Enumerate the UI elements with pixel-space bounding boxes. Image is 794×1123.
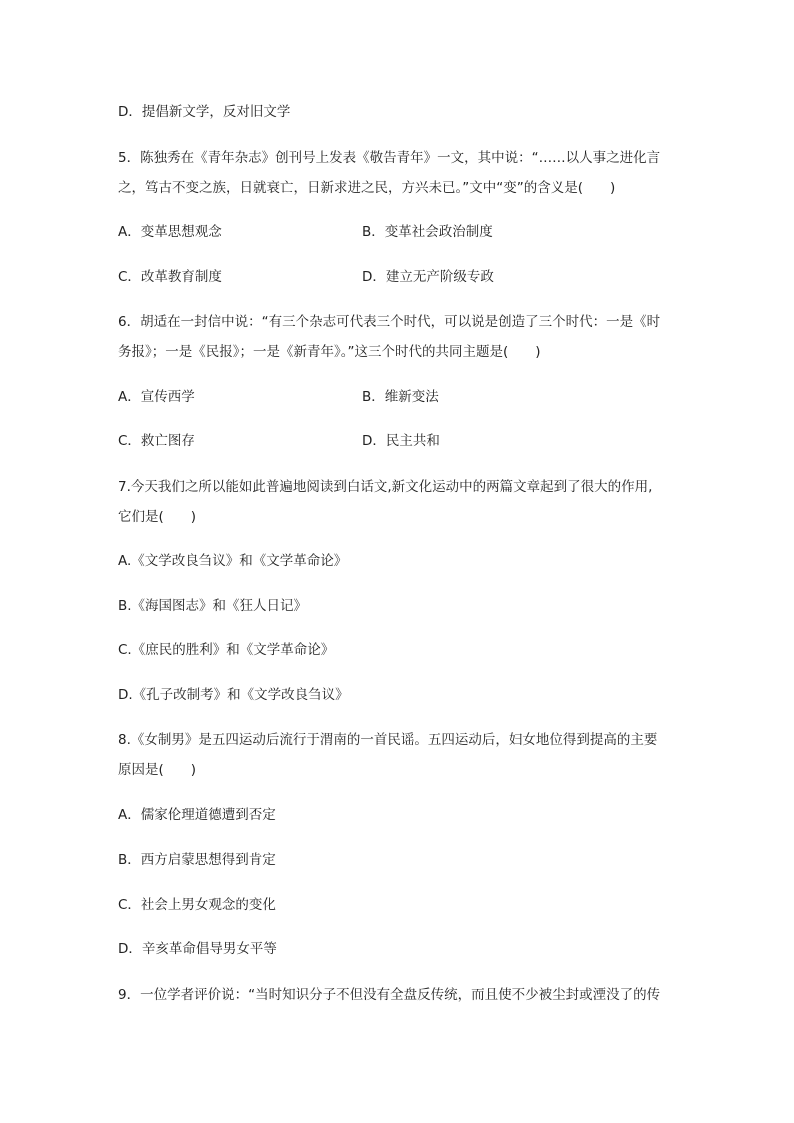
q7-option-c[interactable]: C.《庶民的胜利》和《文学革命论》 xyxy=(118,642,335,658)
q5-option-b[interactable]: B．变革社会政治制度 xyxy=(362,224,493,240)
q6-option-row-1 xyxy=(118,387,698,407)
q8-option-b[interactable]: B．西方启蒙思想得到肯定 xyxy=(118,852,276,868)
q6-option-row-2 xyxy=(118,431,698,451)
q5-stem-line-2: 之，笃古不变之族，日就衰亡，日新求进之民，方兴未已。”文中“变”的含义是( ) xyxy=(118,180,616,196)
q4-option-d[interactable]: D．提倡新文学，反对旧文学 xyxy=(118,104,291,120)
q9-stem-line-1: 9．一位学者评价说：“当时知识分子不但没有全盘反传统，而且使不少被尘封或湮没了的传 xyxy=(118,987,661,1003)
q5-option-d[interactable]: D．建立无产阶级专政 xyxy=(362,269,494,285)
q5-stem-line-1: 5．陈独秀在《青年杂志》创刊号上发表《敬告青年》一文，其中说：“……以人事之进化言 xyxy=(118,150,661,166)
q5-option-a[interactable]: A．变革思想观念 xyxy=(118,224,222,240)
q8-option-d[interactable]: D．辛亥革命倡导男女平等 xyxy=(118,941,277,957)
q6-option-c[interactable]: C．救亡图存 xyxy=(118,433,195,449)
q8-stem-line-1: 8.《女制男》是五四运动后流行于渭南的一首民谣。五四运动后，妇女地位得到提高的主要 xyxy=(118,732,658,748)
q5-option-row-2 xyxy=(118,267,698,287)
q6-option-d[interactable]: D．民主共和 xyxy=(362,433,440,449)
q5-option-row-1 xyxy=(118,222,698,242)
q7-option-d[interactable]: D.《孔子改制考》和《文学改良刍议》 xyxy=(118,687,349,703)
q8-option-a[interactable]: A．儒家伦理道德遭到否定 xyxy=(118,807,276,823)
q7-option-a[interactable]: A.《文学改良刍议》和《文学革命论》 xyxy=(118,553,348,569)
q5-option-c[interactable]: C．改革教育制度 xyxy=(118,269,222,285)
q7-stem-line-2: 它们是( ) xyxy=(118,509,197,525)
q8-option-c[interactable]: C．社会上男女观念的变化 xyxy=(118,897,276,913)
q7-stem-line-1: 7.今天我们之所以能如此普遍地阅读到白话文,新文化运动中的两篇文章起到了很大的作用, xyxy=(118,479,653,495)
q6-stem-line-2: 务报》；一是《民报》；一是《新青年》。”这三个时代的共同主题是( ) xyxy=(118,344,541,360)
q7-option-b[interactable]: B.《海国图志》和《狂人日记》 xyxy=(118,598,308,614)
q6-option-a[interactable]: A．宣传西学 xyxy=(118,389,195,405)
q6-stem-line-1: 6．胡适在一封信中说：“有三个杂志可代表三个时代，可以说是创造了三个时代：一是《时 xyxy=(118,314,661,330)
q6-option-b[interactable]: B．维新变法 xyxy=(362,389,439,405)
q8-stem-line-2: 原因是( ) xyxy=(118,762,197,778)
